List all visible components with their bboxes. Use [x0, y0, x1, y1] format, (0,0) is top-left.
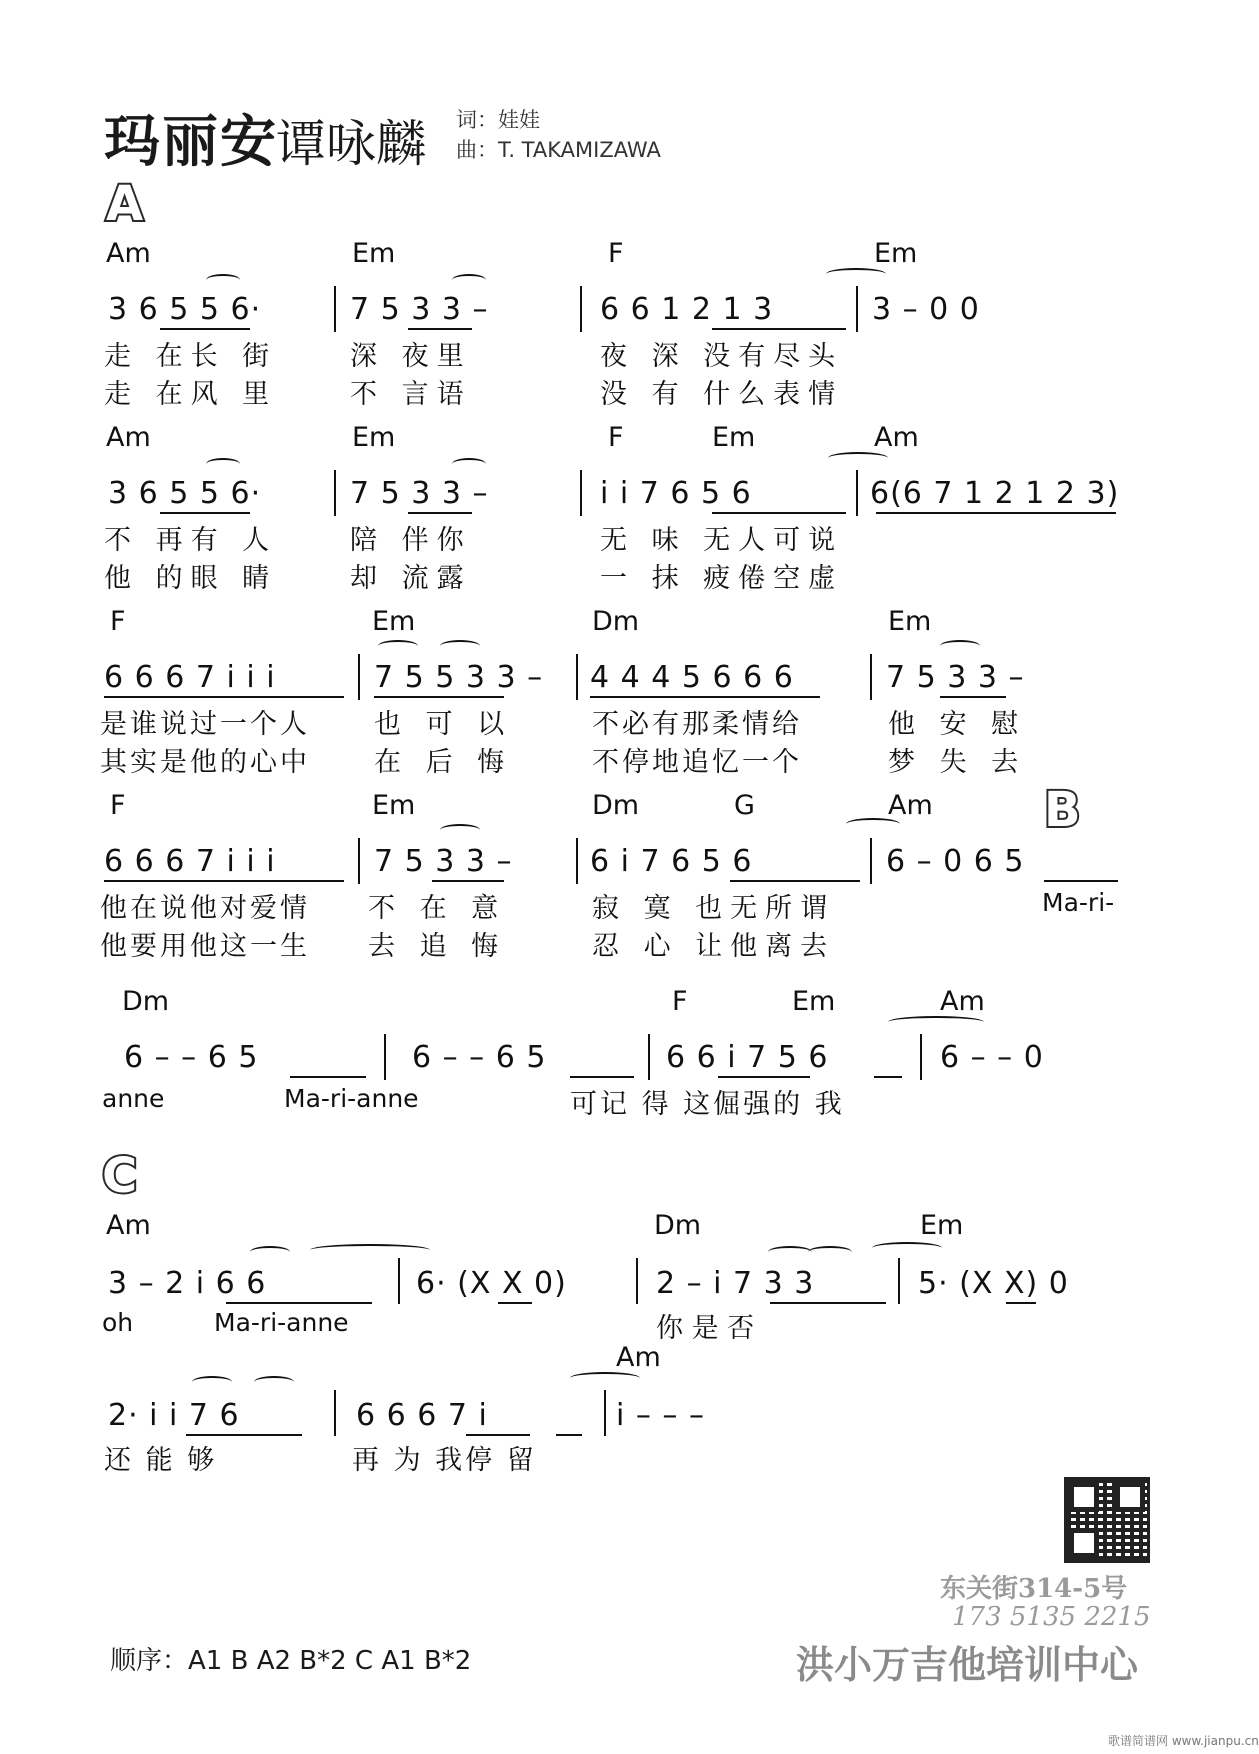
- notes-measure: 6 – – 6 5: [412, 1040, 547, 1075]
- notes-measure: i i 7 6 5 6: [600, 476, 752, 511]
- singer-name: 谭咏麟: [276, 115, 426, 173]
- barline: [920, 1034, 922, 1080]
- barline: [604, 1390, 606, 1436]
- lyric-line: 他在说他对爱情: [100, 893, 310, 924]
- lyric-line: 是谁说过一个人: [100, 709, 310, 740]
- tie-mark: [250, 1246, 290, 1258]
- notes-measure: 6 6 6 7 i: [356, 1398, 488, 1433]
- notes-measure: 7 5 3 3 –: [886, 660, 1025, 695]
- lyric-line: 深 夜里: [350, 341, 472, 372]
- lyric-line: 你 是 否: [656, 1313, 755, 1344]
- beam-line: [160, 512, 250, 514]
- notes-measure: 6(6 7 1 2 1 2 3): [870, 476, 1120, 511]
- tie-mark: [378, 640, 418, 652]
- lyric-line-en: Ma-ri-anne: [214, 1308, 349, 1337]
- lyric-line: 不停地追忆一个: [592, 747, 802, 778]
- lyric-line: 无 味 无人可说: [600, 525, 844, 556]
- lyric-line: 却 流露: [350, 563, 472, 594]
- lyric-line: 可记 得 这倔强的 我: [570, 1089, 845, 1120]
- beam-line: [770, 1302, 886, 1304]
- beam-line: [466, 1434, 530, 1436]
- beam-line: [712, 512, 846, 514]
- chord: F: [110, 606, 126, 637]
- chord: Dm: [122, 986, 170, 1017]
- lyric-line: 梦 失 去: [888, 747, 1027, 778]
- watermark: 歌谱简谱网 www.jianpu.cn: [1108, 1734, 1259, 1748]
- beam-line: [104, 696, 344, 698]
- beam-line: [160, 328, 250, 330]
- notes-measure: 6 6 6 7 i i i: [104, 844, 276, 879]
- beam-line: [498, 1302, 532, 1304]
- chord: Dm: [592, 790, 640, 821]
- chord: G: [734, 790, 755, 821]
- notes-measure: 2 – i 7 3 3: [656, 1266, 815, 1301]
- beam-line: [876, 512, 1116, 514]
- tie-mark: [452, 458, 486, 470]
- notes-measure: 4 4 4 5 6 6 6: [590, 660, 794, 695]
- notes-measure: 7 5 3 3 –: [350, 292, 489, 327]
- chord: Em: [352, 422, 396, 453]
- barline: [580, 286, 582, 332]
- lyric-line-en: oh: [102, 1308, 134, 1337]
- beam-line: [226, 1302, 372, 1304]
- notes-measure: 3 6 5 5 6·: [108, 476, 262, 511]
- chord: Am: [106, 238, 151, 269]
- barline: [334, 1390, 336, 1436]
- chord: F: [608, 238, 624, 269]
- lyric-line: 夜 深 没有尽头: [600, 341, 844, 372]
- beam-line: [940, 696, 1006, 698]
- school-address: 东关街314-5号: [940, 1574, 1128, 1604]
- barline: [398, 1258, 400, 1304]
- section-b-label: B: [1044, 782, 1081, 838]
- chord: Em: [712, 422, 756, 453]
- tie-mark: [940, 640, 980, 652]
- section-c-label: C: [102, 1148, 138, 1204]
- lyric-line: 还 能 够: [104, 1445, 218, 1476]
- tie-mark: [768, 1246, 812, 1258]
- section-a-label: A: [106, 176, 144, 232]
- chord: Em: [352, 238, 396, 269]
- chord: Am: [888, 790, 933, 821]
- tie-mark: [570, 1372, 640, 1384]
- barline: [358, 654, 360, 700]
- notes-measure: 5· (X X) 0: [918, 1266, 1069, 1301]
- chord: Dm: [592, 606, 640, 637]
- chord: Em: [920, 1210, 964, 1241]
- tie-mark: [846, 818, 900, 830]
- lyric-line: 不 言语: [350, 379, 472, 410]
- notes-measure: 7 5 3 3 –: [350, 476, 489, 511]
- lyric-line: 忍 心 让他离去: [592, 931, 836, 962]
- tie-mark: [206, 458, 240, 470]
- beam-line: [730, 880, 860, 882]
- beam-line: [104, 880, 344, 882]
- beam-line: [374, 696, 504, 698]
- barline: [870, 838, 872, 884]
- notes-measure: 3 – 2 i 6 6: [108, 1266, 267, 1301]
- qr-code: [1064, 1477, 1150, 1563]
- barline: [334, 470, 336, 516]
- lyric-line: 寂 寞 也无所谓: [592, 893, 836, 924]
- chord: Dm: [654, 1210, 702, 1241]
- lyric-line: 再 为 我停 留: [352, 1445, 537, 1476]
- lyric-line-en: Ma-ri-anne: [284, 1084, 419, 1113]
- chord: Em: [372, 606, 416, 637]
- chord: F: [672, 986, 688, 1017]
- barline: [856, 286, 858, 332]
- notes-measure: 3 – 0 0: [872, 292, 980, 327]
- beam-line: [1044, 880, 1118, 882]
- barline: [580, 470, 582, 516]
- notes-measure: 6 – – 0: [940, 1040, 1044, 1075]
- beam-line: [590, 696, 820, 698]
- tie-mark: [440, 824, 480, 836]
- notes-measure: 6 6 1 2 1 3: [600, 292, 774, 327]
- tie-mark: [872, 1242, 942, 1254]
- beam-line: [874, 1076, 902, 1078]
- tie-mark: [192, 1376, 232, 1388]
- lyric-line: 去 追 悔: [368, 931, 507, 962]
- barline: [384, 1034, 386, 1080]
- play-order: 顺序：A1 B A2 B*2 C A1 B*2: [110, 1646, 472, 1676]
- tie-mark: [452, 274, 486, 286]
- notes-measure: 2· i i 7 6: [108, 1398, 240, 1433]
- beam-line: [570, 1076, 634, 1078]
- lyric-line: 没 有 什么表情: [600, 379, 844, 410]
- lyric-line: 不 在 意: [368, 893, 507, 924]
- notes-measure: 7 5 5 3 3 –: [374, 660, 544, 695]
- chord: Em: [874, 238, 918, 269]
- chord: Em: [888, 606, 932, 637]
- beam-line: [718, 1076, 810, 1078]
- tie-mark: [310, 1244, 430, 1256]
- barline: [870, 654, 872, 700]
- lyric-line: 不必有那柔情给: [592, 709, 802, 740]
- chord: Am: [616, 1342, 661, 1373]
- lyric-line: 也 可 以: [374, 709, 513, 740]
- chord: Am: [940, 986, 985, 1017]
- notes-measure: 7 5 3 3 –: [374, 844, 513, 879]
- chord: F: [608, 422, 624, 453]
- song-title: 玛丽安: [104, 110, 278, 175]
- notes-measure: 6 6 6 7 i i i: [104, 660, 276, 695]
- chord: Em: [792, 986, 836, 1017]
- lyric-line: 走 在风 里: [104, 379, 278, 410]
- notes-measure: 6 – – 6 5: [124, 1040, 259, 1075]
- barline: [334, 286, 336, 332]
- lyric-line: 他 安 慰: [888, 709, 1027, 740]
- notes-measure: 6· (X X 0): [416, 1266, 567, 1301]
- tie-mark: [440, 640, 480, 652]
- lyric-line-en: Ma-ri-: [1042, 888, 1115, 917]
- chord: Am: [106, 422, 151, 453]
- chord: Am: [106, 1210, 151, 1241]
- lyricist-credit: 词：娃娃: [456, 108, 540, 132]
- tie-mark: [206, 274, 240, 286]
- barline: [898, 1258, 900, 1304]
- lyric-line: 他 的眼 睛: [104, 563, 278, 594]
- notes-measure: 6 i 7 6 5 6: [590, 844, 753, 879]
- lyric-line: 在 后 悔: [374, 747, 513, 778]
- barline: [648, 1034, 650, 1080]
- beam-line: [290, 1076, 366, 1078]
- lyric-line: 一 抹 疲倦空虚: [600, 563, 844, 594]
- school-name: 洪小万吉他培训中心: [796, 1642, 1139, 1687]
- lyric-line-en: anne: [102, 1084, 165, 1113]
- lyric-line: 不 再有 人: [104, 525, 278, 556]
- beam-line: [556, 1434, 582, 1436]
- barline: [856, 470, 858, 516]
- beam-line: [408, 512, 472, 514]
- barline: [576, 654, 578, 700]
- notes-measure: 6 6 i 7 5 6: [666, 1040, 829, 1075]
- beam-line: [432, 880, 504, 882]
- notes-measure: i – – –: [616, 1398, 705, 1433]
- tie-mark: [826, 268, 886, 280]
- beam-line: [1006, 1302, 1036, 1304]
- tie-mark: [888, 1016, 984, 1028]
- composer-credit: 曲：T. TAKAMIZAWA: [456, 138, 661, 162]
- tie-mark: [828, 452, 888, 464]
- barline: [576, 838, 578, 884]
- lyric-line: 走 在长 街: [104, 341, 278, 372]
- beam-line: [186, 1434, 302, 1436]
- notes-measure: 3 6 5 5 6·: [108, 292, 262, 327]
- barline: [358, 838, 360, 884]
- beam-line: [408, 328, 472, 330]
- chord: Am: [874, 422, 919, 453]
- notes-measure: 6 – 0 6 5: [886, 844, 1025, 879]
- lyric-line: 其实是他的心中: [100, 747, 310, 778]
- lyric-line: 陪 伴你: [350, 525, 472, 556]
- chord: Em: [372, 790, 416, 821]
- barline: [636, 1258, 638, 1304]
- school-phone: 173 5135 2215: [952, 1602, 1151, 1632]
- tie-mark: [808, 1246, 852, 1258]
- lyric-line: 他要用他这一生: [100, 931, 310, 962]
- chord: F: [110, 790, 126, 821]
- tie-mark: [254, 1376, 294, 1388]
- beam-line: [712, 328, 846, 330]
